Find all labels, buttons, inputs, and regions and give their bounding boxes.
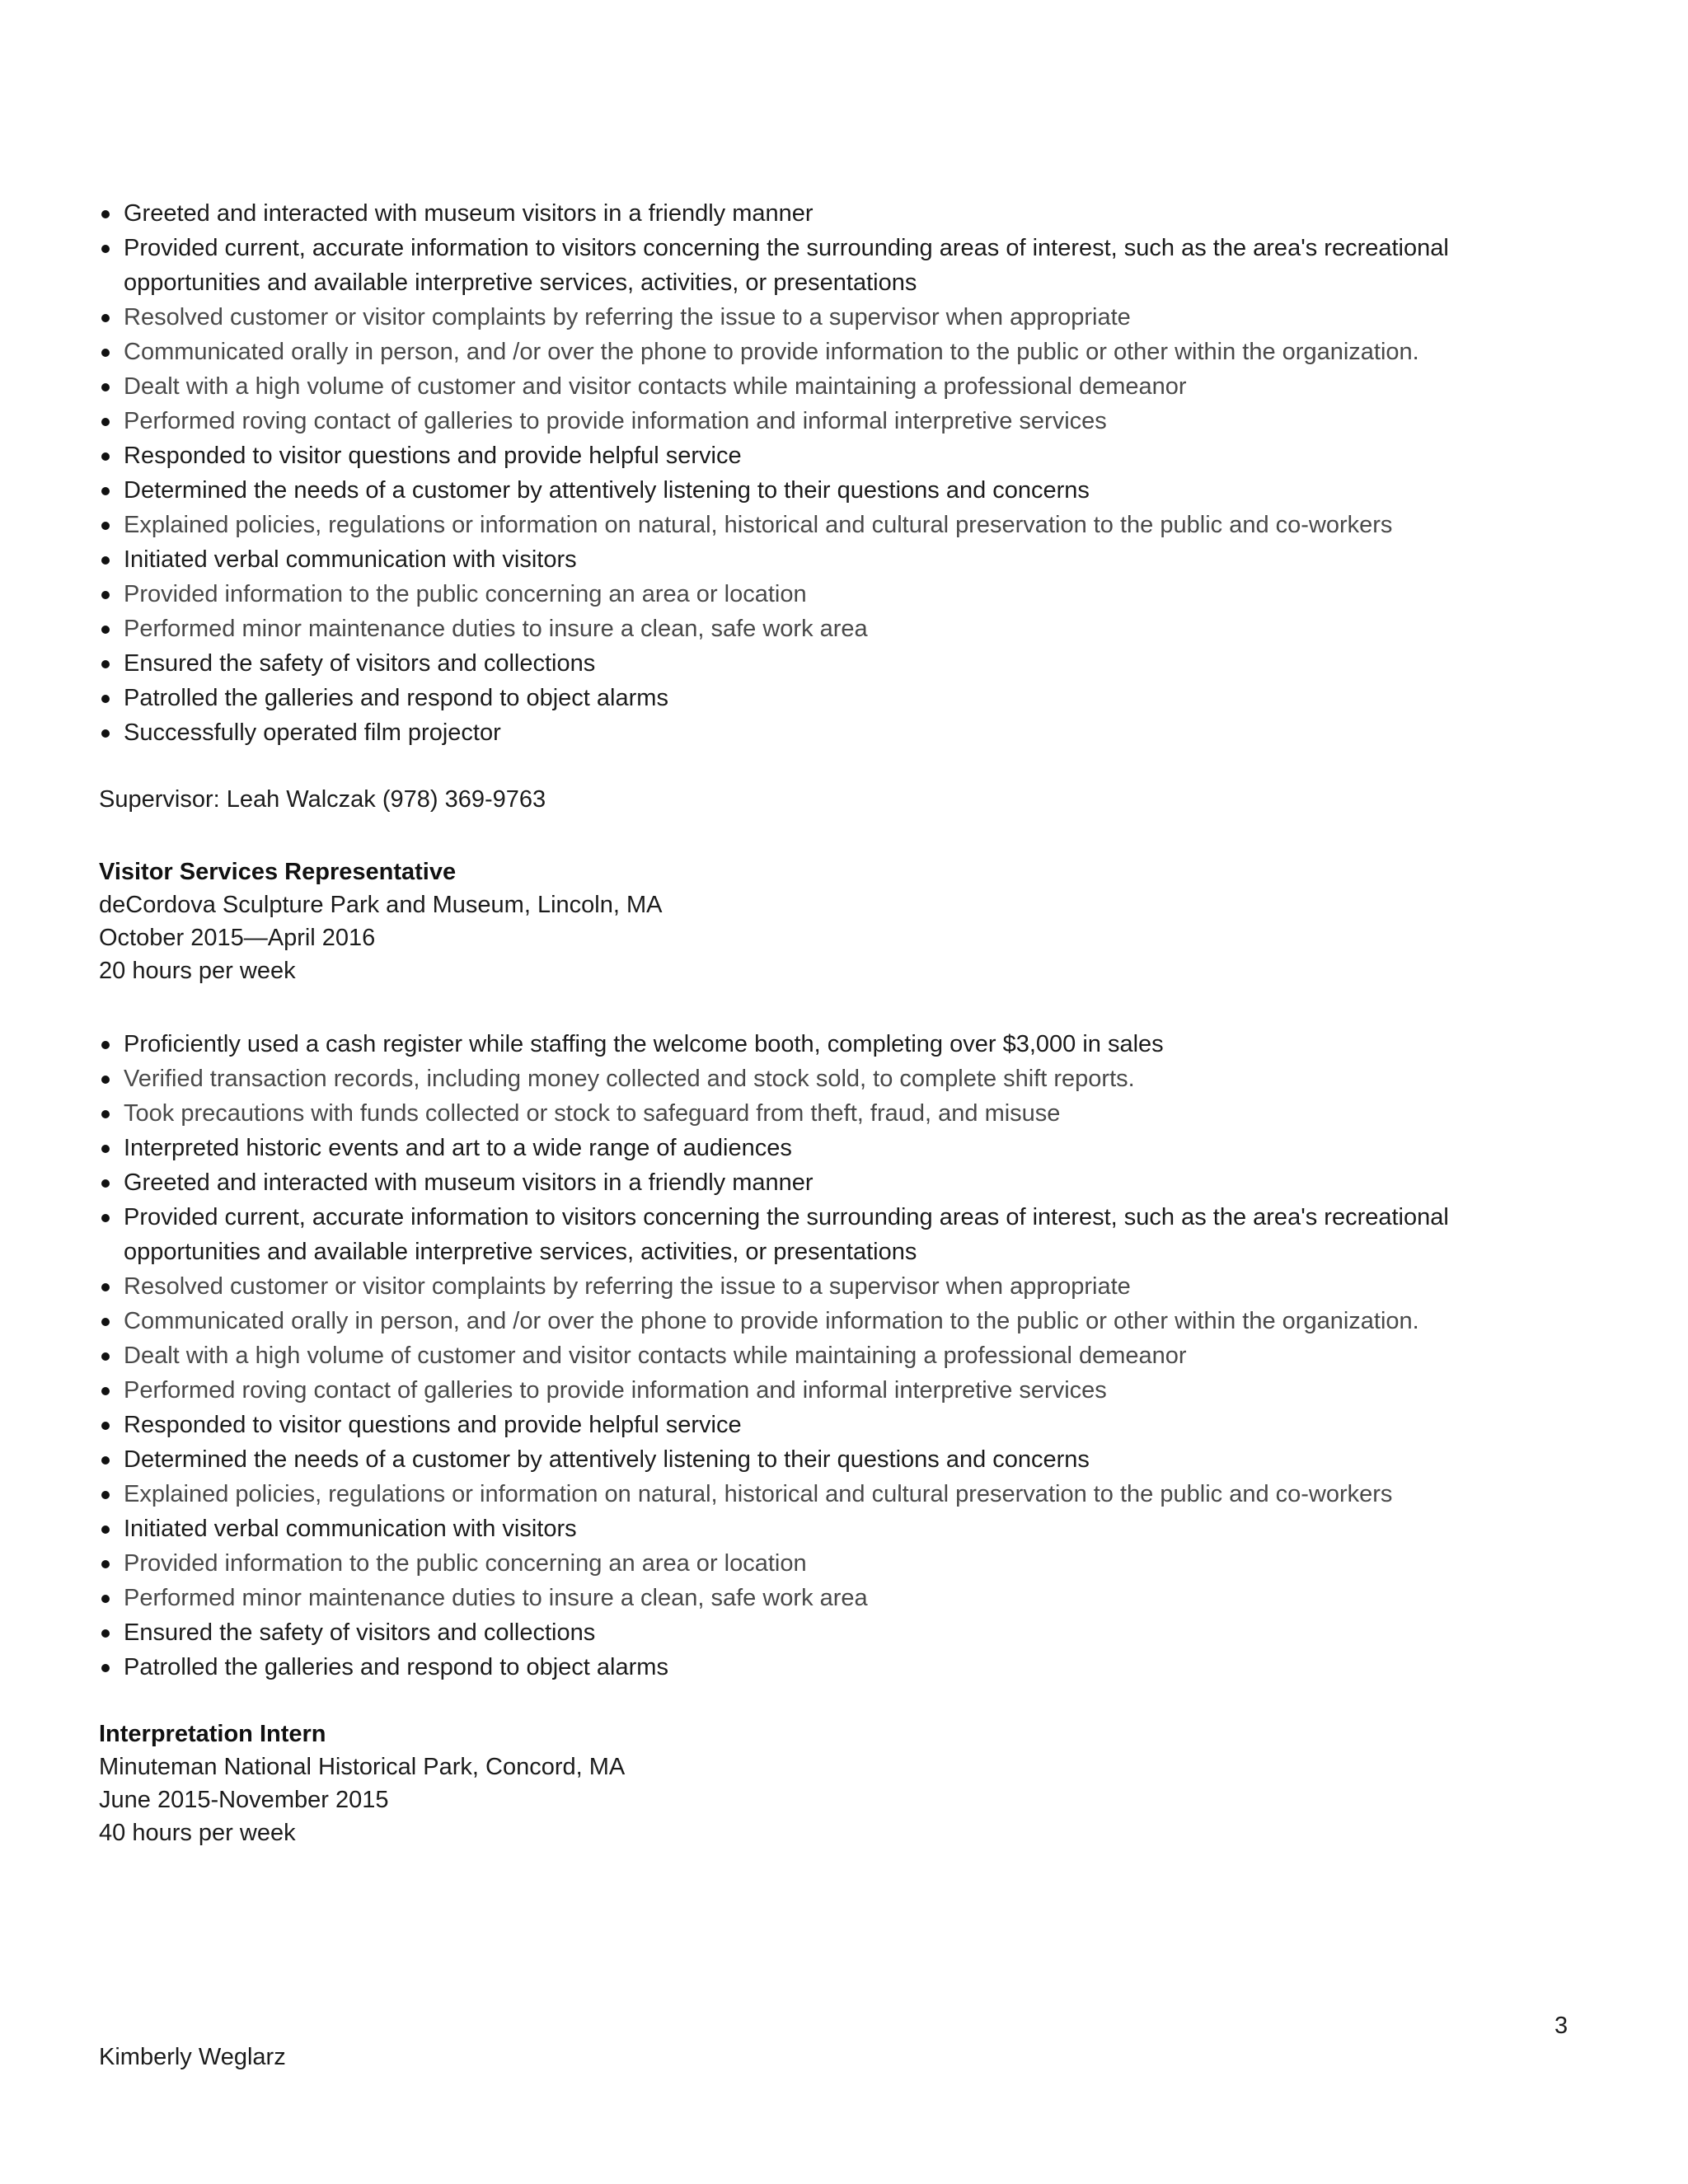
bullet-item: Successfully operated film projector [99,715,1558,750]
bullet-item: Performed roving contact of galleries to provide information and informal interpretive services [99,1373,1558,1408]
bullet-item: Communicated orally in person, and /or over the phone to provide information to the public or other within the organization. [99,1304,1558,1338]
bullet-item: Patrolled the galleries and respond to object alarms [99,1650,1558,1685]
duties-list-visitor-services [99,1027,1558,1685]
supervisor-line: Supervisor: Leah Walczak (978) 369-9763 [99,786,546,813]
bullet-item: Performed roving contact of galleries to provide information and informal interpretive services [99,404,1558,438]
footer-author-name: Kimberly Weglarz [99,2044,286,2070]
job-hours: 20 hours per week [99,958,296,984]
bullet-item: Provided information to the public concerning an area or location [99,1546,1558,1581]
bullet-item: Dealt with a high volume of customer and visitor contacts while maintaining a professional demeanor [99,1338,1558,1373]
bullet-item: Explained policies, regulations or information on natural, historical and cultural preservation to the public and co-workers [99,508,1558,542]
page-content [99,196,1558,1849]
job-dates: October 2015—April 2016 [99,925,376,951]
job-title-interpretation-intern: Interpretation Intern [99,1721,326,1747]
bullet-item: Determined the needs of a customer by attentively listening to their questions and concerns [99,473,1558,508]
bullet-item: Initiated verbal communication with visitors [99,1511,1558,1546]
bullet-item: Initiated verbal communication with visitors [99,542,1558,577]
bullet-item: Responded to visitor questions and provide helpful service [99,438,1558,473]
bullet-item: Took precautions with funds collected or stock to safeguard from theft, fraud, and misuse [99,1096,1558,1131]
bullet-item: Explained policies, regulations or information on natural, historical and cultural preservation to the public and co-workers [99,1477,1558,1511]
job-title-visitor-services: Visitor Services Representative [99,859,457,885]
bullet-item: Provided current, accurate information to visitors concerning the surrounding areas of interest, such as the area's recreational opportunities and available interpretive services, activities, or presentations [99,1200,1558,1269]
bullet-item: Determined the needs of a customer by attentively listening to their questions and concerns [99,1442,1558,1477]
bullet-item: Ensured the safety of visitors and collections [99,1615,1558,1650]
bullet-item: Responded to visitor questions and provide helpful service [99,1408,1558,1442]
duties-list-previous-role [99,196,1558,750]
job-dates: June 2015-November 2015 [99,1787,389,1813]
bullet-item: Proficiently used a cash register while staffing the welcome booth, completing over $3,000 in sales [99,1027,1558,1062]
bullet-item: Resolved customer or visitor complaints by referring the issue to a supervisor when appropriate [99,300,1558,335]
bullet-item: Patrolled the galleries and respond to object alarms [99,681,1558,715]
page-number: 3 [1554,2013,1568,2039]
job-hours: 40 hours per week [99,1820,296,1846]
bullet-item: Resolved customer or visitor complaints by referring the issue to a supervisor when appropriate [99,1269,1558,1304]
bullet-item: Performed minor maintenance duties to insure a clean, safe work area [99,1581,1558,1615]
bullet-item: Greeted and interacted with museum visitors in a friendly manner [99,196,1558,231]
bullet-item: Communicated orally in person, and /or over the phone to provide information to the public or other within the organization. [99,335,1558,369]
bullet-item: Interpreted historic events and art to a wide range of audiences [99,1131,1558,1165]
bullet-item: Verified transaction records, including money collected and stock sold, to complete shift reports. [99,1062,1558,1096]
bullet-item: Provided information to the public concerning an area or location [99,577,1558,612]
bullet-item: Performed minor maintenance duties to insure a clean, safe work area [99,612,1558,646]
bullet-item: Dealt with a high volume of customer and visitor contacts while maintaining a professional demeanor [99,369,1558,404]
bullet-item: Greeted and interacted with museum visitors in a friendly manner [99,1165,1558,1200]
bullet-item: Ensured the safety of visitors and collections [99,646,1558,681]
bullet-item: Provided current, accurate information to visitors concerning the surrounding areas of interest, such as the area's recreational opportunities and available interpretive services, activities, or presentations [99,231,1558,300]
job-organization: deCordova Sculpture Park and Museum, Lincoln, MA [99,892,663,918]
job-organization: Minuteman National Historical Park, Concord, MA [99,1754,626,1780]
